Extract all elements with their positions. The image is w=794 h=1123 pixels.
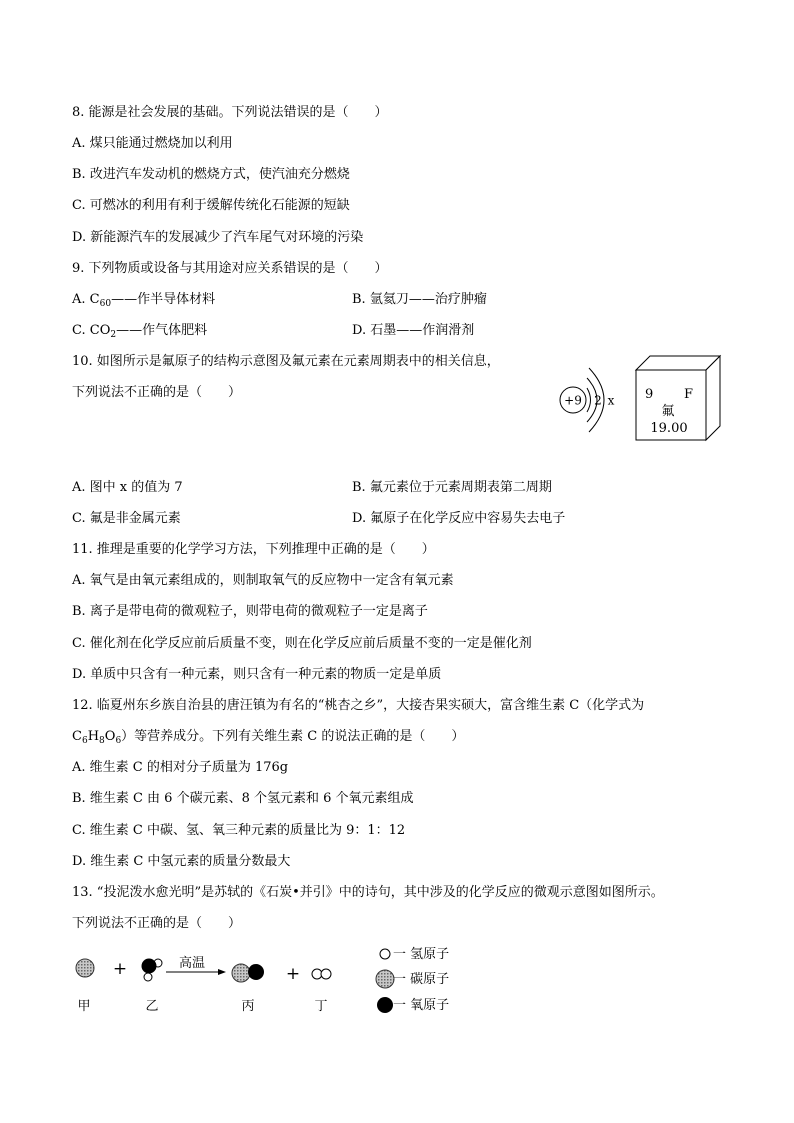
legend-oxygen: 一 氧原子 <box>393 998 450 1013</box>
label-yi: 乙 <box>145 999 159 1014</box>
atomic-number: 9 <box>645 387 654 402</box>
q8-option-c: C. 可燃冰的利用有利于缓解传统化石能源的短缺 <box>72 198 350 213</box>
plus-sign-1: + <box>112 959 128 979</box>
q12-option-a: A. 维生素 C 的相对分子质量为 176g <box>72 760 289 775</box>
q9-stem: 9. 下列物质或设备与其用途对应关系错误的是（ ） <box>72 261 388 276</box>
atomic-mass: 19.00 <box>650 421 688 436</box>
first-shell-electrons: 2 <box>594 393 602 408</box>
legend-hydrogen-symbol <box>380 949 390 959</box>
q10-option-a: A. 图中 x 的值为 7 <box>72 480 183 495</box>
q9-option-c: C. $CO_2——$作气体肥料 <box>72 323 208 340</box>
nucleus-charge: +9 <box>564 393 582 408</box>
hydrogen-atom <box>321 969 331 979</box>
q13-stem-line2: 下列说法不正确的是（ ） <box>72 916 242 931</box>
reaction-diagram <box>60 940 480 1020</box>
q8-option-a: A. 煤只能通过燃烧加以利用 <box>72 136 233 151</box>
label-jia: 甲 <box>77 999 91 1014</box>
q11-option-b: B. 离子是带电荷的微观粒子，则带电荷的微观粒子一定是离子 <box>72 604 428 619</box>
label-ding: 丁 <box>314 999 328 1014</box>
q10-option-c: C. 氟是非金属元素 <box>72 511 181 526</box>
periodic-table-cell <box>632 352 724 444</box>
q12-option-d: D. 维生素 C 中氢元素的质量分数最大 <box>72 854 291 869</box>
element-symbol: F <box>684 387 694 402</box>
carbon-atom <box>76 959 94 977</box>
q10-stem-line2: 下列说法不正确的是（ ） <box>72 385 242 400</box>
fluorine-atom-diagram <box>556 360 626 440</box>
q11-option-c: C. 催化剂在化学反应前后质量不变，则在化学反应前后质量不变的一定是催化剂 <box>72 636 532 651</box>
legend-oxygen-symbol <box>377 997 393 1013</box>
oxygen-atom <box>142 959 157 974</box>
q13-stem-line1: 13. “投泥泼水愈光明”是苏轼的《石炭•并引》中的诗句，其中涉及的化学反应的微观示意图如图所示。 <box>72 885 664 900</box>
q11-option-a: A. 氧气是由氧元素组成的，则制取氧气的反应物中一定含有氧元素 <box>72 573 454 588</box>
label-bing: 丙 <box>241 999 255 1014</box>
q11-stem: 11. 推理是重要的化学学习方法，下列推理中正确的是（ ） <box>72 542 435 557</box>
reaction-condition: 高温 <box>178 956 206 971</box>
second-shell-electrons: x <box>607 393 615 408</box>
q12-option-c: C. 维生素 C 中碳、氢、氧三种元素的质量比为 9：1：12 <box>72 823 406 838</box>
q9-option-d: D. 石墨——作润滑剂 <box>352 323 475 338</box>
legend-hydrogen: 一 氢原子 <box>393 947 450 962</box>
q12-stem-line1: 12. 临夏州东乡族自治县的唐汪镇为有名的“桃杏之乡”，大接杏果实硕大，富含维生素 C（化学式为 <box>72 698 645 713</box>
q8-option-d: D. 新能源汽车的发展减少了汽车尾气对环境的污染 <box>72 230 364 245</box>
carbon-atom <box>232 964 250 982</box>
q9-option-b: B. 氩氦刀——治疗肿瘤 <box>352 292 487 307</box>
oxygen-atom <box>248 964 264 980</box>
q8-option-b: B. 改进汽车发动机的燃烧方式，使汽油充分燃烧 <box>72 167 350 182</box>
hydrogen-atom <box>144 973 152 981</box>
q10-stem-line1: 10. 如图所示是氟原子的结构示意图及氟元素在元素周期表中的相关信息， <box>72 354 500 369</box>
element-name: 氟 <box>661 404 675 419</box>
q11-option-d: D. 单质中只含有一种元素，则只含有一种元素的物质一定是单质 <box>72 667 442 682</box>
legend-carbon: 一 碳原子 <box>393 972 450 987</box>
q10-option-b: B. 氟元素位于元素周期表第二周期 <box>352 480 552 495</box>
plus-sign-2: + <box>285 964 301 984</box>
q9-option-a: A. $C_{60}——$作半导体材料 <box>72 292 216 309</box>
q12-stem-line2: $C_6H_8O_6$）等营养成分。下列有关维生素 C 的说法正确的是（ ） <box>72 729 465 746</box>
q8-stem: 8. 能源是社会发展的基础。下列说法错误的是（ ） <box>72 105 388 120</box>
legend-carbon-symbol <box>376 970 394 988</box>
q12-option-b: B. 维生素 C 由 6 个碳元素、8 个氢元素和 6 个氧元素组成 <box>72 791 414 806</box>
q10-option-d: D. 氟原子在化学反应中容易失去电子 <box>352 511 566 526</box>
